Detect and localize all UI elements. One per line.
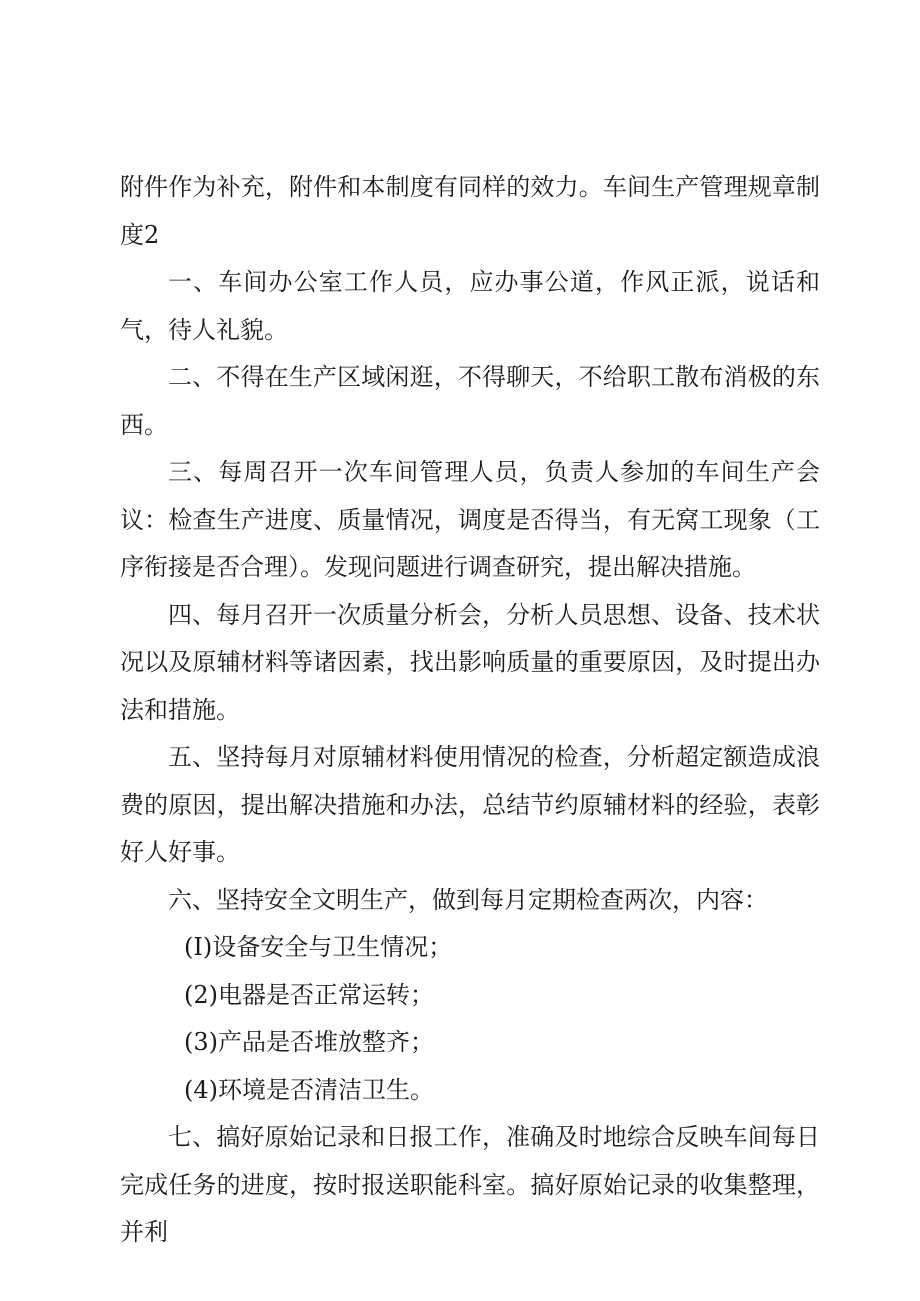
list-item-inspection-1: (I)设备安全与卫生情况；: [184, 933, 453, 961]
paragraph-rule-2: 二、不得在生产区域闲逛，不得聊天，不给职工散布消极的东西。: [120, 363, 820, 439]
list-item-inspection-2: (2)电器是否正常运转；: [184, 980, 434, 1009]
paragraph-rule-3: 三、每周召开一次车间管理人员，负责人参加的车间生产会议：检查生产进度、质量情况，调度是否得当，有无窝工现象（工序衔接是否合理）。发现问题进行调查研究，提出解决措施。: [120, 458, 820, 581]
paragraph-rule-1: 一、车间办公室工作人员，应办事公道，作风正派，说话和气，待人礼貌。: [120, 268, 820, 344]
document-body: [120, 164, 820, 1257]
paragraph-rule-6: 六、坚持安全文明生产，做到每月定期检查两次，内容：: [168, 885, 768, 914]
paragraph-rule-4: 四、每月召开一次质量分析会，分析人员思想、设备、技术状况以及原辅材料等诸因素，找出影响质量的重要原因，及时提出办法和措施。: [120, 600, 820, 724]
list-item-inspection-4: (4)环境是否清洁卫生。: [184, 1075, 434, 1104]
paragraph-rule-5: 五、坚持每月对原辅材料使用情况的检查，分析超定额造成浪费的原因，提出解决措施和办法，总结节约原辅材料的经验，表彰好人好事。: [120, 743, 820, 866]
paragraph-rule-7: 七、搞好原始记录和日报工作，准确及时地综合反映车间每日完成任务的进度，按时报送职能科室。搞好原始记录的收集整理，并利: [120, 1123, 820, 1246]
paragraph-continuation: 附件作为补充，附件和本制度有同样的效力。车间生产管理规章制度2: [120, 173, 820, 249]
list-item-inspection-3: (3)产品是否堆放整齐；: [184, 1028, 434, 1056]
